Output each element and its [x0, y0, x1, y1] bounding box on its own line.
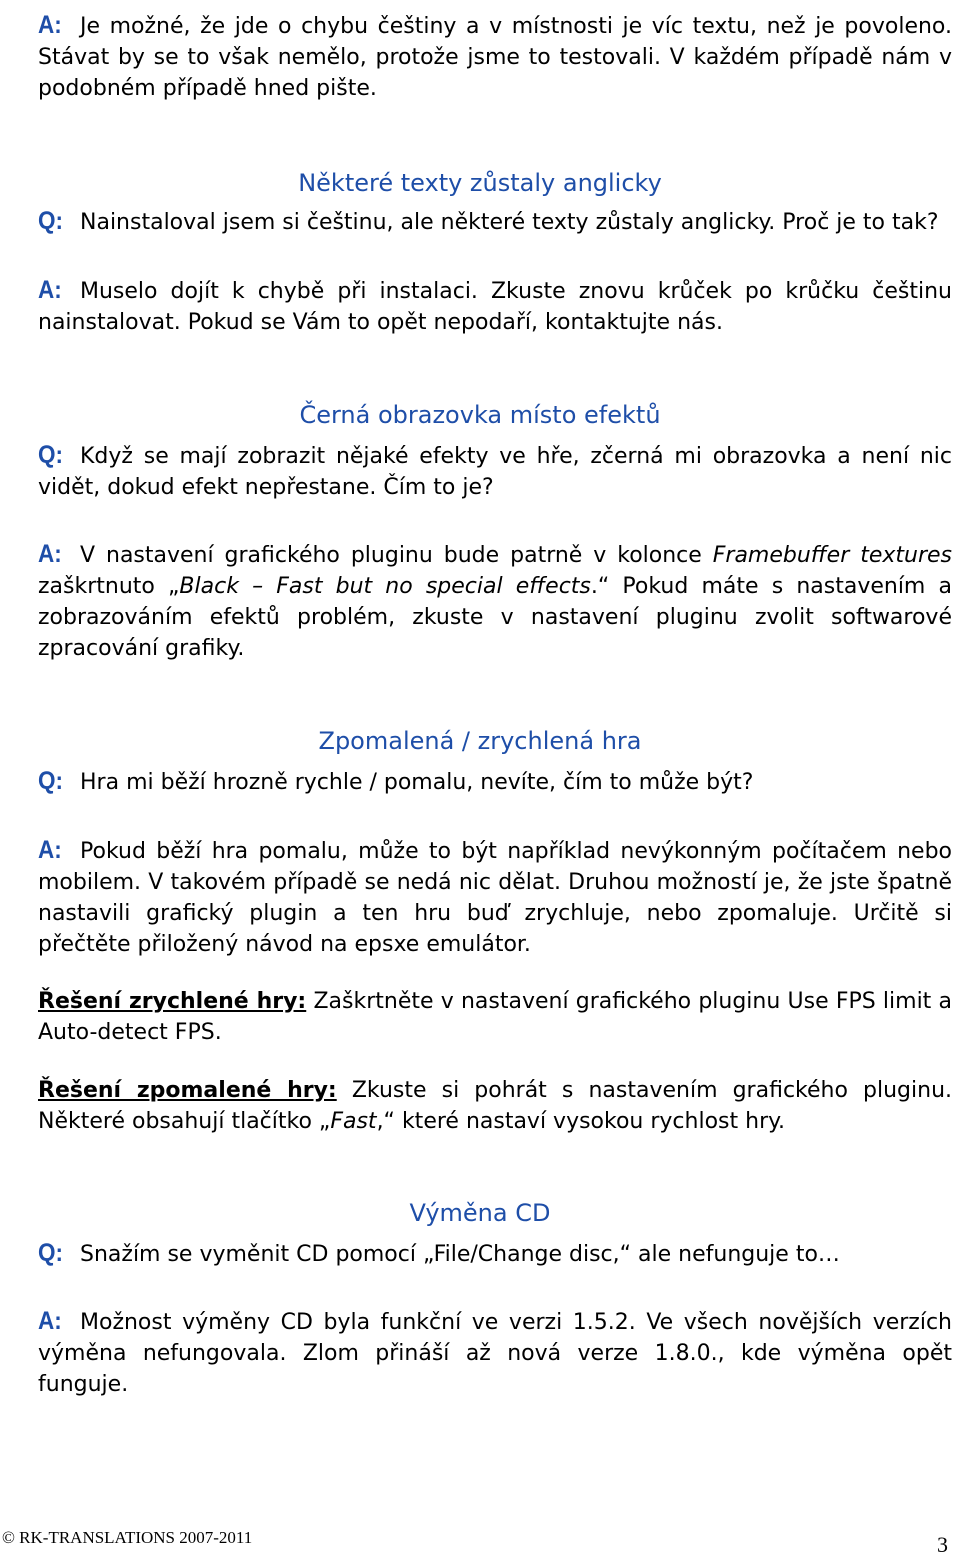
- question-text: Snažím se vyměnit CD pomocí „File/Change disc,“ ale nefunguje to…: [80, 1242, 840, 1267]
- section-heading-black-screen: Černá obrazovka místo efektů: [299, 401, 661, 429]
- question-label: Q:: [38, 767, 64, 795]
- section-heading-game-speed: Zpomalená / zrychlená hra: [318, 727, 642, 755]
- answer-text: Muselo dojít k chybě při instalaci. Zkuste znovu krůček po krůčku češtinu nainstalovat. Pokud se Vám to opět nepodaří, kontaktujte nás.: [38, 279, 952, 335]
- answer-label: A:: [38, 540, 62, 568]
- solution-text: ,“ které nastaví vysokou rychlost hry.: [376, 1109, 785, 1134]
- button-name-fast: Fast: [330, 1109, 377, 1134]
- answer-intro: [38, 10, 952, 104]
- question-text: Nainstaloval jsem si češtinu, ale některé texty zůstaly anglicky. Proč je to tak?: [80, 210, 939, 235]
- setting-value-black-fast: Black – Fast but no special effects: [179, 574, 591, 599]
- answer-text: Pokud běží hra pomalu, může to být například nevýkonným počítačem nebo mobilem. V takovém případě se nedá nic dělat. Druhou možností je, že jste špatně nastavili grafický plugin a ten hru buď zrychluje, nebo zpomaluje. Určitě si přečtěte přiložený návod na epsxe emulátor.: [38, 839, 952, 957]
- answer-text-part: V nastavení grafického pluginu bude patrně v kolonce: [80, 543, 713, 568]
- setting-name-framebuffer: Framebuffer textures: [712, 543, 952, 568]
- solution-fast-game: [38, 986, 952, 1048]
- solution-label: Řešení zrychlené hry:: [38, 989, 307, 1014]
- answer-text-part: .“ Pokud máte s nastavením a zobrazováním efektů problém, zkuste v nastavení pluginu zvolit softwarové zpracování grafiky.: [38, 574, 952, 661]
- question-cd-swap: [38, 1238, 952, 1270]
- question-english-texts: [38, 206, 952, 238]
- solution-slow-game: [38, 1075, 952, 1137]
- answer-label: A:: [38, 1307, 62, 1335]
- answer-label: A:: [38, 276, 62, 304]
- question-label: Q:: [38, 441, 64, 469]
- solution-text: Zaškrtněte v nastavení grafického pluginu Use FPS limit a Auto-detect FPS.: [38, 989, 953, 1045]
- answer-cd-swap: [38, 1306, 952, 1400]
- question-text: Když se mají zobrazit nějaké efekty ve hře, zčerná mi obrazovka a není nic vidět, dokud efekt nepřestane. Čím to je?: [38, 444, 952, 500]
- answer-text: Je možné, že jde o chybu češtiny a v místnosti je víc textu, než je povoleno. Stávat by se to však nemělo, protože jsme to testovali. V každém případě nám v podobném případě hned pište.: [38, 14, 952, 101]
- question-black-screen: [38, 440, 952, 503]
- answer-text: Možnost výměny CD byla funkční ve verzi 1.5.2. Ve všech novějších verzích výměna nefungovala. Zlom přináší až nová verze 1.8.0., kde výměna opět funguje.: [38, 1310, 952, 1397]
- answer-black-screen: [38, 539, 952, 664]
- answer-label: A:: [38, 11, 62, 39]
- question-label: Q:: [38, 207, 64, 235]
- solution-label: Řešení zpomalené hry:: [38, 1078, 337, 1103]
- answer-game-speed: [38, 835, 952, 960]
- question-label: Q:: [38, 1239, 64, 1267]
- question-game-speed: [38, 766, 952, 798]
- question-text: Hra mi běží hrozně rychle / pomalu, nevíte, čím to může být?: [80, 770, 754, 795]
- section-heading-cd-swap: Výměna CD: [409, 1199, 551, 1227]
- answer-english-texts: [38, 275, 952, 338]
- footer-copyright: © RK-TRANSLATIONS 2007-2011: [2, 1528, 253, 1547]
- solution-text: Zkuste si pohrát s nastavením grafického pluginu. Některé obsahují tlačítko „: [38, 1078, 953, 1134]
- answer-label: A:: [38, 836, 62, 864]
- section-heading-english-texts: Některé texty zůstaly anglicky: [298, 169, 662, 197]
- answer-text-part: zaškrtnuto „: [38, 574, 180, 599]
- page-number: 3: [937, 1532, 948, 1557]
